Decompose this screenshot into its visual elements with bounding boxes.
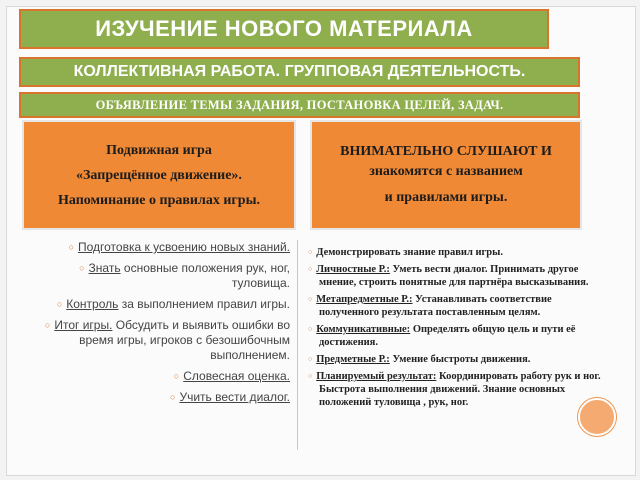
subtitle-collective-work: КОЛЛЕКТИВНАЯ РАБОТА. ГРУППОВАЯ ДЕЯТЕЛЬНОСТЬ.: [19, 57, 580, 87]
list-item: ○ Коммуникативные: Определять общую цель и пути её достижения.: [308, 324, 576, 348]
list-item: ○ Учить вести диалог.: [170, 390, 290, 404]
slide-title: ИЗУЧЕНИЕ НОВОГО МАТЕРИАЛА: [19, 9, 549, 49]
student-results-list: [308, 246, 608, 413]
list-item: ○ Демонстрировать знание правил игры.: [308, 247, 503, 258]
bullet-icon: ○: [79, 263, 85, 273]
bullet-icon: ○: [173, 371, 180, 381]
list-item: ○ Итог игры. Обсудить и выявить ошибки во время игры, игроков с безошибочным выполнением.: [44, 318, 290, 362]
decorative-circle-icon: [578, 398, 616, 436]
column-divider: [297, 240, 298, 450]
bullet-icon: ○: [308, 372, 313, 380]
list-item: ○ Планируемый результат: Координировать работу рук и ног. Быстрота выполнения движений. Знание основных положений туловища , рук, ног.: [308, 371, 601, 408]
bullet-icon: ○: [68, 242, 74, 252]
listen-box: [310, 120, 582, 230]
bullet-icon: ○: [308, 355, 313, 363]
list-item: ○ Метапредметные Р.: Устанавливать соответствие полученного результата поставленным целям.: [308, 294, 552, 318]
list-item: ○ Контроль за выполнением правил игры.: [56, 297, 290, 311]
list-item: ○ Личностные Р.: Уметь вести диалог. Принимать другое мнение, строить понятные для партнёра высказывания.: [308, 264, 589, 288]
listen-box-line1: ВНИМАТЕЛЬНО СЛУШАЮТ И знакомятся с названием: [340, 144, 552, 179]
list-item: ○ Предметные Р.: Умение быстроты движения.: [308, 354, 531, 365]
bullet-icon: ○: [308, 295, 313, 303]
list-item: ○ Словесная оценка.: [173, 369, 290, 383]
bullet-icon: ○: [170, 392, 176, 402]
game-box-line3: Напоминание о правилах игры.: [58, 192, 260, 208]
game-box-line2: «Запрещённое движение».: [76, 167, 242, 183]
listen-box-line2: и правилами игры.: [384, 190, 508, 205]
bullet-icon: ○: [44, 320, 51, 330]
teacher-activity-list: [24, 240, 290, 411]
bullet-icon: ○: [56, 299, 63, 309]
bullet-icon: ○: [308, 248, 313, 256]
game-box-line1: Подвижная игра: [106, 142, 212, 158]
bullet-icon: ○: [308, 325, 313, 333]
game-box: [22, 120, 296, 230]
bullet-icon: ○: [308, 265, 313, 273]
list-item: ○ Знать основные положения рук, ног, туловища.: [79, 261, 290, 290]
list-item: ○ Подготовка к усвоению новых знаний.: [68, 240, 290, 254]
subtitle-task-announcement: ОБЪЯВЛЕНИЕ ТЕМЫ ЗАДАНИЯ, ПОСТАНОВКА ЦЕЛЕЙ, ЗАДАЧ.: [19, 92, 580, 118]
